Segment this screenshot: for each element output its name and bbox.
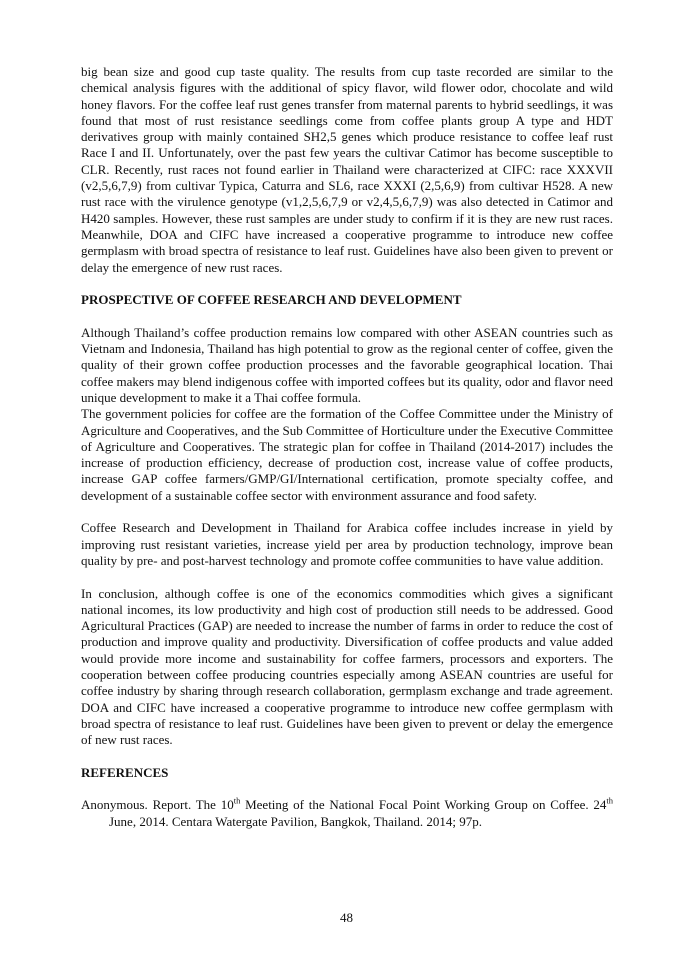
reference-text-2: Meeting of the National Focal Point Working Group on Coffee. 24 [240,797,607,813]
reference-text-3: June, 2014. Centara Watergate Pavilion, Bangkok, Thailand. 2014; 97p. [109,813,483,829]
spacer [81,308,613,324]
spacer [81,276,613,292]
page-body [81,64,613,830]
paragraph-conclusion: In conclusion, although coffee is one of the economics commodities which gives a significant national incomes, its low productivity and high cost of production still needs to be addressed. Good Agricultural Practices (GAP) are needed to increase the number of farms in order to reduce the cost of production and improve quality and productivity. Diversification of coffee products and value added would provide more income and sustainability for coffee farmers, processors and exporters. The cooperation between coffee producing countries especially among ASEAN countries are useful for coffee industry by sharing through research collaboration, germplasm exchange and trade agreement. DOA and CIFC have increased a cooperative programme to introduce new coffee germplasm with broad spectra of resistance to leaf rust. Guidelines have been given to prevent or delay the emergence of new rust races. [81,585,613,748]
reference-superscript-2: th [606,796,613,807]
spacer [81,569,613,585]
paragraph-government-policies: The government policies for coffee are the formation of the Coffee Committee under the Ministry of Agriculture and Cooperatives, and the Sub Committee of Horticulture under the Executive Committee of Agriculture and Cooperatives. The strategic plan for coffee in Thailand (2014-2017) includes the increase of production efficiency, decrease of production cost, increase value of coffee products, increase GAP coffee farmers/GMP/GI/International certification, promote specialty coffee, and development of a sustainable coffee sector with environment assurance and food safety. [81,406,613,503]
paragraph-arabica-research: Coffee Research and Development in Thailand for Arabica coffee includes increase in yield by improving rust resistant varieties, increase yield per area by production technology, improve bean quality by pre- and post-harvest technology and promote coffee communities to have value addition. [81,520,613,568]
page-number: 48 [340,910,353,925]
spacer [81,781,613,797]
paragraph-thailand-production: Although Thailand’s coffee production remains low compared with other ASEAN countries such as Vietnam and Indonesia, Thailand has high potential to grow as the regional center of coffee, given the quality of their grown coffee production processes and the favorable geographical location. Thai coffee makers may blend indigenous coffee with imported coffees but its quality, odor and flavor need unique development to make it a Thai coffee formula. [81,324,613,405]
heading-prospective: PROSPECTIVE OF COFFEE RESEARCH AND DEVELOPMENT [81,292,462,308]
spacer [81,748,613,764]
heading-references: REFERENCES [81,764,169,780]
reference-superscript-1: th [233,796,241,807]
paragraph-leaf-rust-results: big bean size and good cup taste quality. The results from cup taste recorded are similar to the chemical analysis figures with the additional of spicy flavor, wild flower odor, chocolate and wild honey flavors. For the coffee leaf rust genes transfer from maternal parents to hybrid seedlings, it was found that most of rust resistance seedlings come from coffee plants group A type and HDT derivatives group with mainly contained SH2,5 genes which produce resistance to coffee leaf rust Race I and II. Unfortunately, over the past few years the cultivar Catimor has become susceptible to CLR. Recently, rust races not found earlier in Thailand were characterized at CIFC: race XXXVII (v2,5,6,7,9) from cultivar Typica, Caturra and SL6, race XXXI (2,5,6,9) from cultivar H528. A new rust race with the virulence genotype (v1,2,5,6,7,9 or v2,4,5,6,7,9) was also detected in Catimor and H420 samples. However, these rust samples are under study to confirm if it is they are new rust races. Meanwhile, DOA and CIFC have increased a cooperative programme to introduce new coffee germplasm with broad spectra of resistance to leaf rust. Guidelines have also been given to prevent or delay the emergence of new rust races. [81,64,613,275]
reference-entry [81,797,613,830]
reference-text-1: Anonymous. Report. The 10 [81,797,234,813]
spacer [81,504,613,520]
